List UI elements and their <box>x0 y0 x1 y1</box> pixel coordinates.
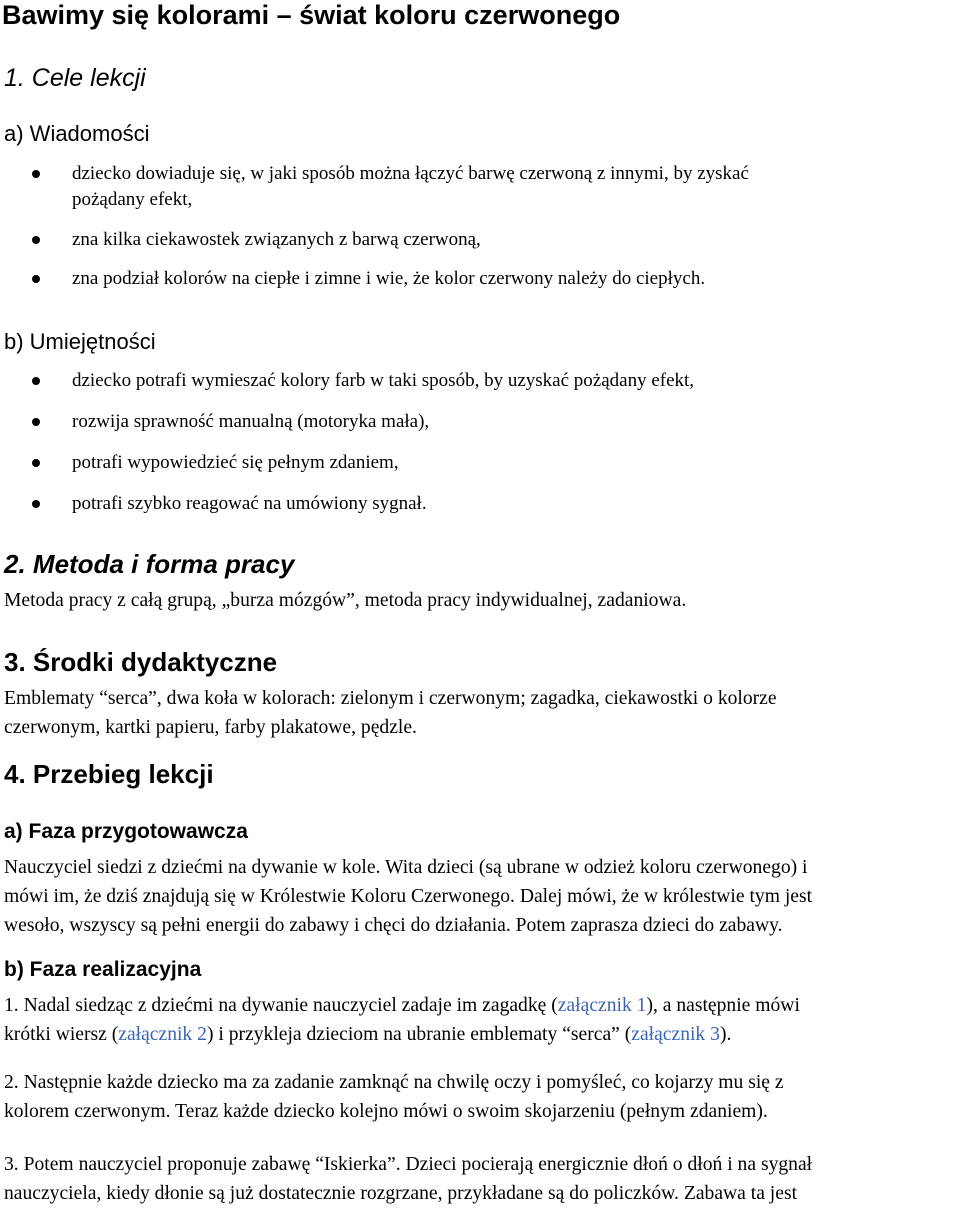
skills-list <box>0 368 902 517</box>
list-item: potrafi szybko reagować na umówiony sygnał. <box>0 491 902 517</box>
phase-preparatory-heading: a) Faza przygotowawcza <box>4 820 248 843</box>
bullet-icon <box>32 500 40 508</box>
list-item: potrafi wypowiedzieć się pełnym zdaniem, <box>0 450 902 476</box>
attachment-2-link[interactable]: załącznik 2 <box>118 1024 207 1045</box>
subsection-knowledge-heading: a) Wiadomości <box>4 121 150 146</box>
list-item: rozwija sprawność manualną (motoryka mała), <box>0 409 902 435</box>
list-item: dziecko dowiaduje się, w jaki sposób można łączyć barwę czerwoną z innymi, by zyskać pożądany efekt, <box>0 161 902 213</box>
bullet-icon <box>32 236 40 244</box>
realization-paragraph-2: 2. Następnie każde dziecko ma za zadanie zamknąć na chwilę oczy i pomyśleć, co kojarzy mu się z kolorem czerwonym. Teraz każde dziecko kolejno mówi o swoim skojarzeniu (pełnym zdaniem). <box>4 1072 784 1122</box>
list-item: dziecko potrafi wymieszać kolory farb w taki sposób, by uzyskać pożądany efekt, <box>0 368 902 394</box>
bullet-icon <box>32 418 40 426</box>
bullet-icon <box>32 377 40 385</box>
list-item: zna kilka ciekawostek związanych z barwą czerwoną, <box>0 227 902 253</box>
materials-paragraph: Emblematy “serca”, dwa koła w kolorach: zielonym i czerwonym; zagadka, ciekawostki o kolorze czerwonym, kartki papieru, farby plakatowe, pędzle. <box>4 688 777 738</box>
list-item: zna podział kolorów na ciepłe i zimne i wie, że kolor czerwony należy do ciepłych. <box>0 266 902 292</box>
section-2-heading: 2. Metoda i forma pracy <box>4 549 295 579</box>
subsection-skills-heading: b) Umiejętności <box>4 329 156 354</box>
bullet-icon <box>32 459 40 467</box>
method-paragraph: Metoda pracy z całą grupą, „burza mózgów”, metoda pracy indywidualnej, zadaniowa. <box>4 590 687 611</box>
phase-realization-heading: b) Faza realizacyjna <box>4 958 202 981</box>
realization-paragraph-3: 3. Potem nauczyciel proponuje zabawę “Iskierka”. Dzieci pocierają energicznie dłoń o dłoń i na sygnał nauczyciela, kiedy dłonie są już dostatecznie rozgrzane, przykładane są do policzków. Zabawa ta jest <box>4 1154 813 1204</box>
realization-paragraph-1: 1. Nadal siedząc z dziećmi na dywanie nauczyciel zadaje im zagadkę (załącznik 1), a następnie mówi krótki wiersz (załącznik 2) i przykleja dzieciom na ubranie emblematy “serca” (załącznik 3). <box>4 995 800 1045</box>
preparatory-paragraph: Nauczyciel siedzi z dziećmi na dywanie w kole. Wita dzieci (są ubrane w odzież koloru czerwonego) i mówi im, że dziś znajdują się w Królestwie Koloru Czerwonego. Dalej mówi, że w królestwie tym jest wesoło, wszyscy są pełni energii do zabawy i chęci do działania. Potem zaprasza dzieci do zabawy. <box>4 857 813 936</box>
section-1-heading: 1. Cele lekcji <box>4 64 146 92</box>
attachment-1-link[interactable]: załącznik 1 <box>557 995 647 1016</box>
section-4-heading: 4. Przebieg lekcji <box>4 759 214 789</box>
knowledge-list <box>0 161 902 292</box>
bullet-icon <box>32 275 40 283</box>
section-3-heading: 3. Środki dydaktyczne <box>4 647 278 677</box>
bullet-icon <box>32 170 40 178</box>
attachment-3-link[interactable]: załącznik 3 <box>631 1024 720 1045</box>
document-title: Bawimy się kolorami – świat koloru czerwonego <box>2 0 621 30</box>
